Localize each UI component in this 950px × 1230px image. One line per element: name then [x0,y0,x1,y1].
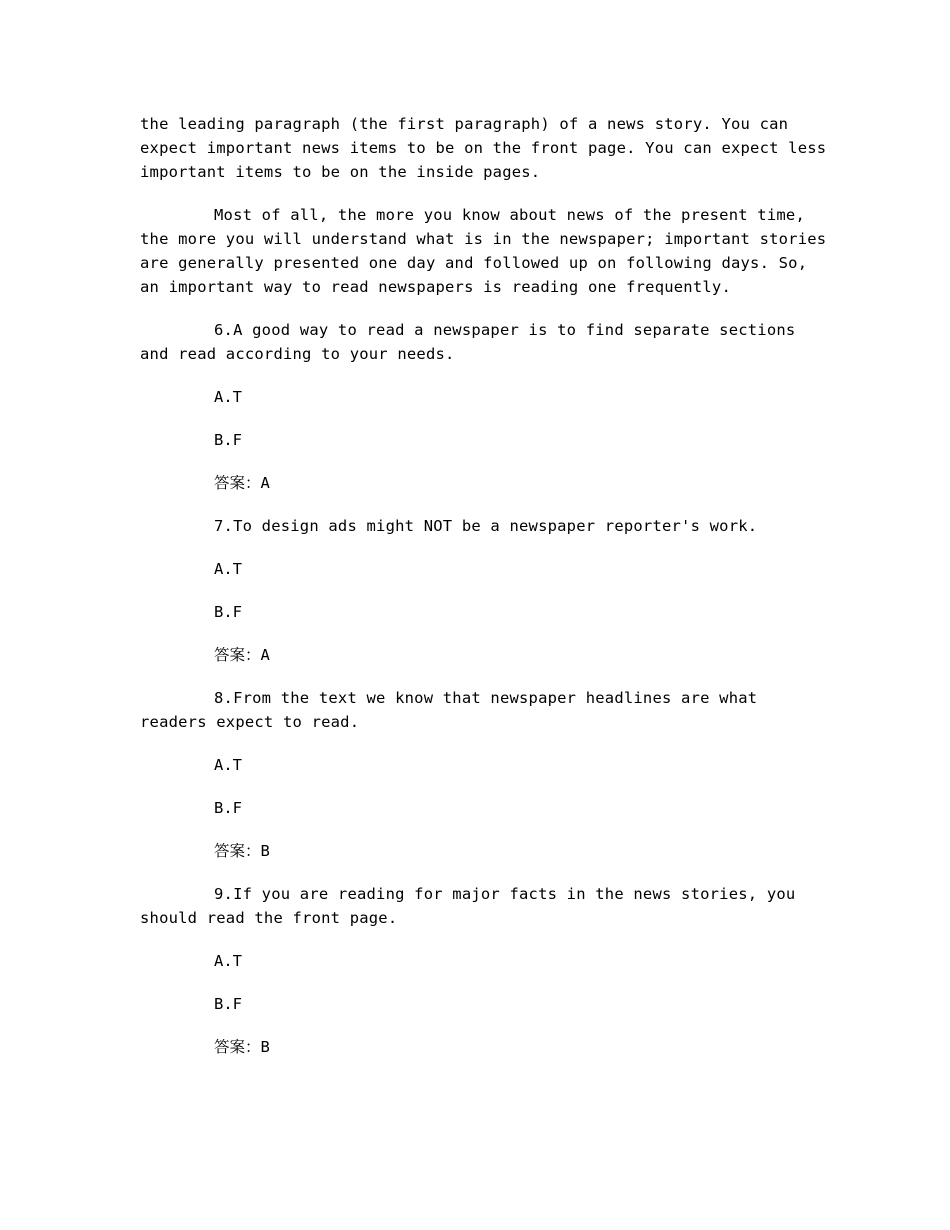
question-line: 6.A good way to read a newspaper is to find separate sections [214,321,796,339]
paragraph-line: an important way to read newspapers is reading one frequently. [140,278,731,296]
question-6 [140,318,820,495]
question-line: 9.If you are reading for major facts in the news stories, you [214,885,796,903]
question-7 [140,514,820,667]
answer-label: 答案：A [214,646,270,664]
paragraph-line: the more you will understand what is in the newspaper; important stories [140,230,827,248]
question-9 [140,882,820,1059]
answer-label: 答案：B [214,842,270,860]
option-b: B.F [214,799,242,817]
option-a: A.T [214,756,242,774]
question-stem [140,318,820,366]
paragraph-line: expect important news items to be on the front page. You can expect less [140,139,827,157]
option-b: B.F [214,603,242,621]
paragraph-continuation [140,112,827,184]
answer-label: 答案：B [214,1038,270,1056]
answer-label: 答案：A [214,474,270,492]
option-a: A.T [214,388,242,406]
question-8 [140,686,820,863]
question-line: 7.To design ads might NOT be a newspaper reporter's work. [214,517,758,535]
paragraph-most-of-all [140,203,827,299]
paragraph-line: the leading paragraph (the first paragraph) of a news story. You can [140,115,789,133]
paragraph-line: important items to be on the inside pages. [140,163,541,181]
question-stem [140,882,820,930]
option-a: A.T [214,952,242,970]
question-line: should read the front page. [140,909,398,927]
paragraph-line: Most of all, the more you know about news of the present time, [214,206,805,224]
question-line: and read according to your needs. [140,345,455,363]
question-stem [140,686,820,734]
paragraph-line: are generally presented one day and followed up on following days. So, [140,254,808,272]
question-stem [140,514,820,538]
option-b: B.F [214,431,242,449]
question-line: 8.From the text we know that newspaper headlines are what [214,689,758,707]
question-line: readers expect to read. [140,713,360,731]
option-a: A.T [214,560,242,578]
option-b: B.F [214,995,242,1013]
document-page [140,112,827,1078]
